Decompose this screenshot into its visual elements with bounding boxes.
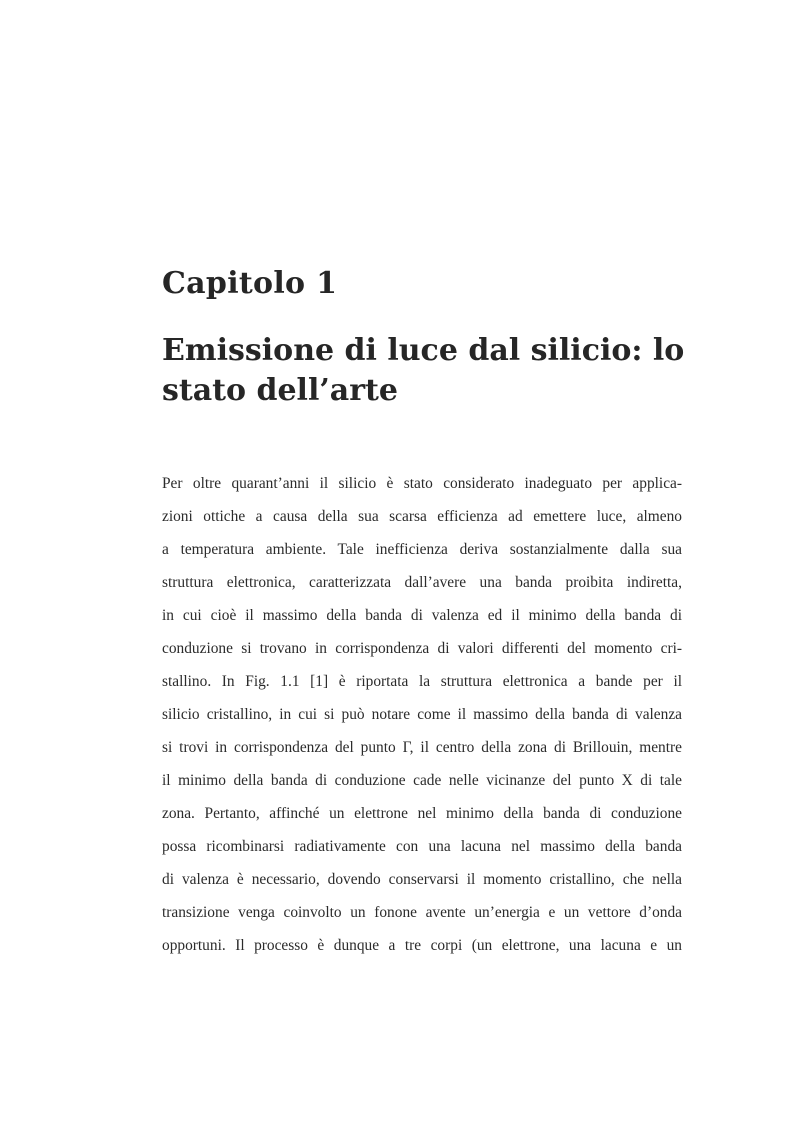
chapter-title bbox=[162, 331, 702, 411]
paragraph-line: in cui cioè il massimo della banda di valenza ed il minimo della banda di bbox=[162, 607, 682, 624]
paragraph-line: possa ricombinarsi radiativamente con una lacuna nel massimo della banda bbox=[162, 838, 682, 855]
paragraph-line: si trovi in corrispondenza del punto Γ, il centro della zona di Brillouin, mentre bbox=[162, 739, 682, 756]
paragraph-line: zioni ottiche a causa della sua scarsa efficienza ad emettere luce, almeno bbox=[162, 508, 682, 525]
paragraph-line: zona. Pertanto, affinché un elettrone nel minimo della banda di conduzione bbox=[162, 805, 682, 822]
paragraph-line: Per oltre quarant’anni il silicio è stato considerato inadeguato per applica- bbox=[162, 475, 682, 492]
paragraph-line: il minimo della banda di conduzione cade nelle vicinanze del punto X di tale bbox=[162, 772, 682, 789]
chapter-title-line: stato dell’arte bbox=[162, 373, 398, 408]
chapter-title-line: Emissione di luce dal silicio: lo bbox=[162, 333, 685, 368]
paragraph-line: transizione venga coinvolto un fonone avente un’energia e un vettore d’onda bbox=[162, 904, 682, 921]
paragraph-line: struttura elettronica, caratterizzata dall’avere una banda proibita indiretta, bbox=[162, 574, 682, 591]
paragraph-line: a temperatura ambiente. Tale inefficienza deriva sostanzialmente dalla sua bbox=[162, 541, 682, 558]
paragraph-line: silicio cristallino, in cui si può notare come il massimo della banda di valenza bbox=[162, 706, 682, 723]
paragraph-line: stallino. In Fig. 1.1 [1] è riportata la struttura elettronica a bande per il bbox=[162, 673, 682, 690]
chapter-label: Capitolo 1 bbox=[162, 266, 338, 301]
paragraph-line: conduzione si trovano in corrispondenza di valori differenti del momento cri- bbox=[162, 640, 682, 657]
paragraph-line: opportuni. Il processo è dunque a tre corpi (un elettrone, una lacuna e un bbox=[162, 937, 682, 954]
body-paragraph bbox=[162, 467, 682, 962]
paragraph-line: di valenza è necessario, dovendo conservarsi il momento cristallino, che nella bbox=[162, 871, 682, 888]
